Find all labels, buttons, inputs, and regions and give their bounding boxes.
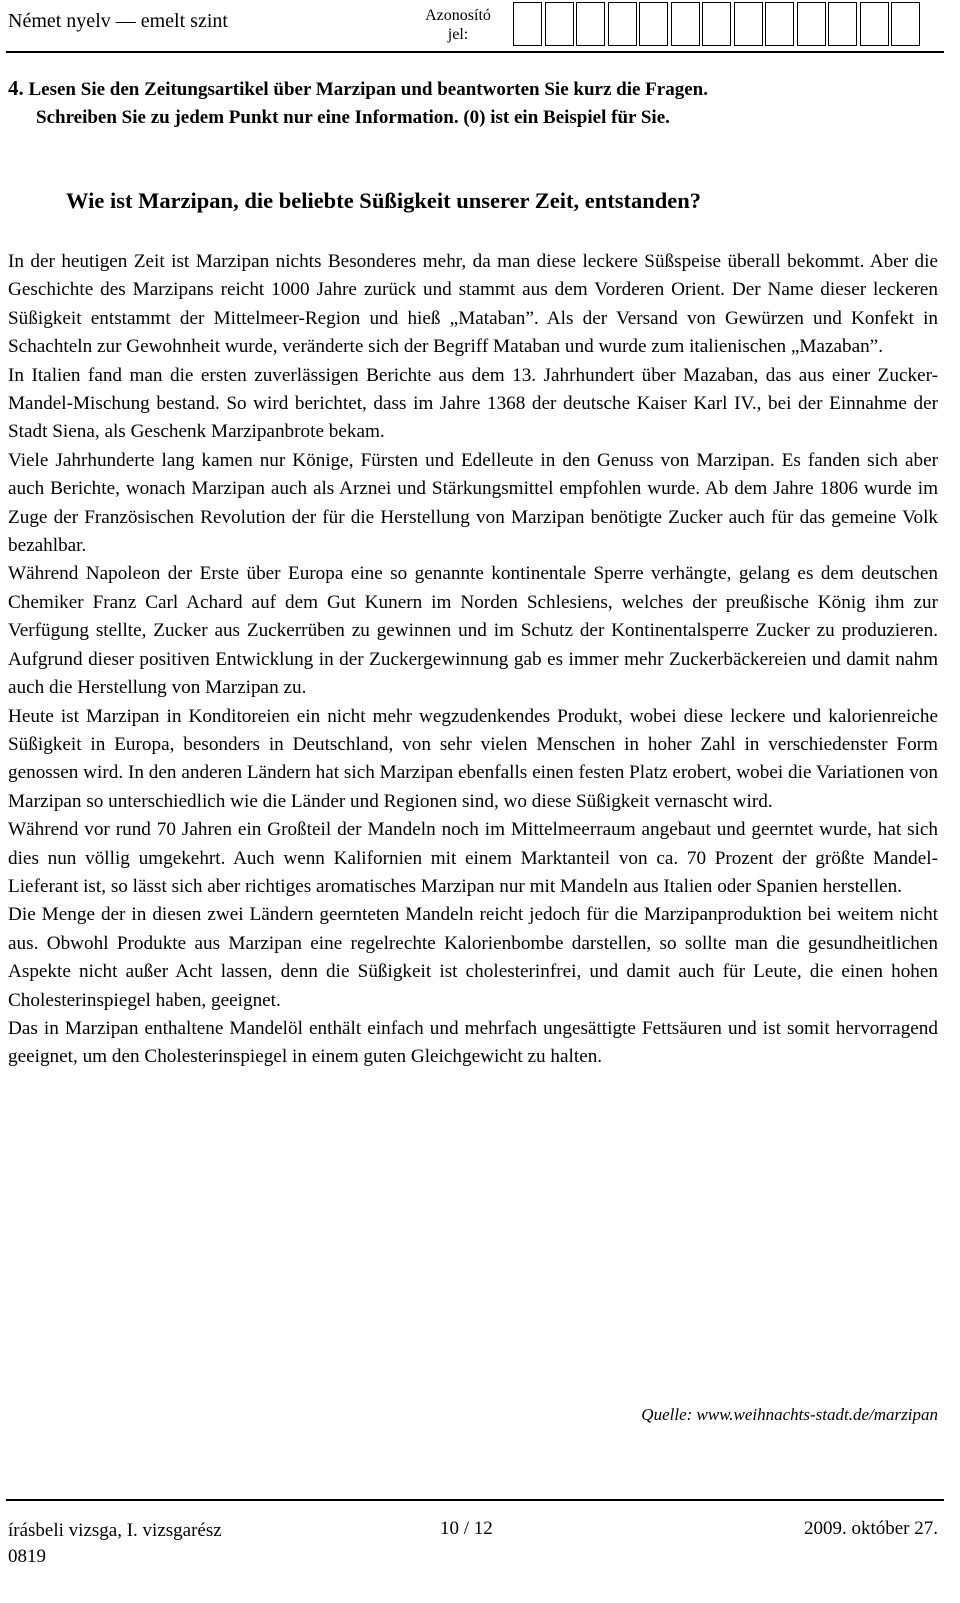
- id-box[interactable]: [576, 2, 605, 46]
- id-label: [418, 6, 498, 44]
- article-paragraph: Während vor rund 70 Jahren ein Großteil der Mandeln noch im Mittelmeerraum angebaut und geerntet wurde, hat sich dies nun völlig umgekehrt. Auch wenn Kalifornien mit einem Marktanteil von ca. 70 Prozent der größte Mandel-Lieferant ist, so lässt sich aber richtiges aromatisches Marzipan nur mit Mandeln aus Italien oder Spanien herstellen.: [8, 819, 938, 897]
- footer-divider: [6, 1499, 944, 1501]
- source-citation: Quelle: www.weihnachts-stadt.de/marzipan: [641, 1405, 938, 1424]
- subject-label: Német nyelv — emelt szint: [8, 10, 228, 32]
- id-box[interactable]: [545, 2, 574, 46]
- article-body: [8, 248, 938, 1072]
- header-divider: [6, 51, 944, 53]
- instruction-line1: Lesen Sie den Zeitungsartikel über Marzipan und beantworten Sie kurz die Fragen.: [28, 79, 708, 100]
- id-box[interactable]: [702, 2, 731, 46]
- id-label-line2: jel:: [447, 26, 469, 43]
- article-paragraph: Die Menge der in diesen zwei Ländern geernteten Mandeln reicht jedoch für die Marzipanproduktion bei weitem nicht aus. Obwohl Produkte aus Marzipan eine regelrechte Kalorienbombe darstellen, so sollte man die gesundheitlichen Aspekte nicht außer Acht lassen, denn die Süßigkeit ist cholesterinfrei, und damit auch für Leute, die einen hohen Cholesterinspiegel haben, geeignet.: [8, 904, 938, 1011]
- footer-code: 0819: [8, 1546, 46, 1567]
- task-instruction: [8, 74, 948, 132]
- article-paragraph: Während Napoleon der Erste über Europa eine so genannte kontinentale Sperre verhängte, gelang es dem deutschen Chemiker Franz Carl Achard auf dem Gut Kunern im Norden Schlesiens, welches der preußische König ihm zur Verfügung stellte, Zucker aus Zuckerrüben zu gewinnen und im Schutz der Kontinentalsperre Zucker zu produzieren. Aufgrund dieser positiven Entwicklung in der Zuckergewinnung gab es immer mehr Zuckerbäckereien und damit nahm auch die Herstellung von Marzipan zu.: [8, 563, 938, 699]
- instruction-line2: Schreiben Sie zu jedem Punkt nur eine Information. (0) ist ein Beispiel für Sie.: [36, 107, 670, 128]
- id-box[interactable]: [671, 2, 700, 46]
- task-number: 4.: [8, 76, 24, 100]
- id-box[interactable]: [765, 2, 794, 46]
- article-paragraph: Heute ist Marzipan in Konditoreien ein nicht mehr wegzudenkendes Produkt, wobei diese leckere und kalorienreiche Süßigkeit in Europa, besonders in Deutschland, von sehr vielen Menschen in hoher Zahl in verschiedenster Form genossen wird. In den anderen Ländern hat sich Marzipan ebenfalls einen festen Platz erobert, wobei die Variationen von Marzipan so unterschiedlich wie die Länder und Regionen sind, wo diese Süßigkeit vernascht wird.: [8, 705, 938, 812]
- id-box[interactable]: [608, 2, 637, 46]
- id-box[interactable]: [797, 2, 826, 46]
- id-label-line1: Azonosító: [425, 7, 491, 24]
- id-boxes: [513, 2, 923, 46]
- page-header: [0, 0, 960, 52]
- footer-exam-info: [8, 1518, 222, 1570]
- article-paragraph: In der heutigen Zeit ist Marzipan nichts Besonderes mehr, da man diese leckere Süßspeise überall bekommt. Aber die Geschichte des Marzipans reicht 1000 Jahre zurück und stammt aus dem Vorderen Orient. Der Name dieser leckeren Süßigkeit entstammt der Mittelmeer-Region und hieß „Mataban”. Als der Versand von Gewürzen und Konfekt in Schachteln zur Gewohnheit wurde, veränderte sich der Begriff Mataban und wurde zum italienischen „Mazaban”.: [8, 251, 938, 358]
- id-box[interactable]: [891, 2, 920, 46]
- id-box[interactable]: [513, 2, 542, 46]
- article-paragraph: In Italien fand man die ersten zuverlässigen Berichte aus dem 13. Jahrhundert über Mazaban, das aus einer Zucker-Mandel-Mischung bestand. So wird berichtet, dass im Jahre 1368 der deutsche Kaiser Karl IV., bei der Einnahme der Stadt Siena, als Geschenk Marzipanbrote bekam.: [8, 364, 938, 443]
- article-title: Wie ist Marzipan, die beliebte Süßigkeit unserer Zeit, entstanden?: [66, 188, 702, 213]
- id-box[interactable]: [639, 2, 668, 46]
- id-box[interactable]: [860, 2, 889, 46]
- id-box[interactable]: [828, 2, 857, 46]
- article-paragraph: Viele Jahrhunderte lang kamen nur Könige, Fürsten und Edelleute in den Genuss von Marzipan. Es fanden sich aber auch Berichte, wonach Marzipan auch als Arznei und Stärkungsmittel empfohlen wurde. Ab dem Jahre 1806 wurde im Zuge der Französischen Revolution der für die Herstellung von Marzipan benötigte Zucker auch für das gemeine Volk bezahlbar.: [8, 449, 938, 557]
- exam-date: 2009. október 27.: [803, 1518, 938, 1539]
- article-paragraph: Das in Marzipan enthaltene Mandelöl enthält einfach und mehrfach ungesättigte Fettsäuren und ist somit hervorragend geeignet, um den Cholesterinspiegel in einem guten Gleichgewicht zu halten.: [8, 1017, 938, 1068]
- footer-exam-label: írásbeli vizsga, I. vizsgarész: [8, 1520, 222, 1541]
- id-box[interactable]: [734, 2, 763, 46]
- page-number: 10 / 12: [440, 1518, 493, 1539]
